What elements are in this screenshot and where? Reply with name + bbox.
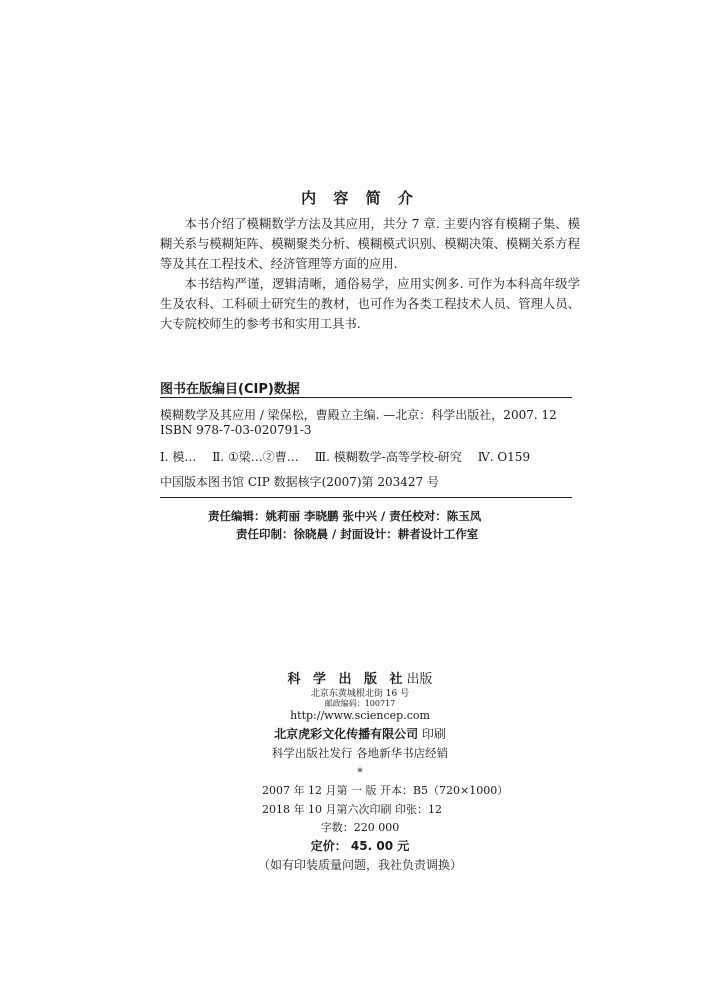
publisher-url: http://www.sciencep.com <box>290 709 430 722</box>
cip-class-item: Ⅰ. 模… <box>160 450 197 464</box>
publisher-postcode: 邮政编码：100717 <box>324 699 396 708</box>
separator-star: * <box>357 766 363 779</box>
cip-class-item: Ⅳ. O159 <box>477 450 531 464</box>
cip-record-number: 中国版本图书馆 CIP 数据核字(2007)第 203427 号 <box>160 475 439 489</box>
summary-paragraph: 本书结构严谨，逻辑清晰，通俗易学，应用实例多. 可作为本科高年级学生及农科、工科硕士研究生的教材，也可作为各类工程技术人员、管理人员、大专院校师生的参考书和实用工具书. <box>160 277 580 331</box>
printer-suffix: 印刷 <box>421 727 446 741</box>
publisher-suffix: 出版 <box>406 672 433 687</box>
printing-line: 2018 年 10 月第六次印刷 印张：12 <box>262 803 442 816</box>
cip-class-item: Ⅲ. 模糊数学-高等学校-研究 <box>314 450 462 464</box>
cip-classification <box>160 448 542 465</box>
word-count: 字数：220 000 <box>320 821 400 834</box>
cip-citation: 模糊数学及其应用 / 梁保松，曹殿立主编. —北京：科学出版社，2007. 12 <box>160 408 557 422</box>
cip-top-rule <box>160 397 572 398</box>
summary-title: 内 容 简 介 <box>301 189 419 207</box>
credits-editors: 责任编辑：姚莉丽 李晓鹏 张中兴 / 责任校对：陈玉凤 <box>208 509 482 523</box>
edition-line: 2007 年 12 月第 一 版 开本：B5（720×1000） <box>262 784 509 797</box>
printer-name: 北京虎彩文化传播有限公司 <box>274 727 419 741</box>
cip-bottom-rule <box>160 497 572 498</box>
credits-production: 责任印制：徐晓晨 / 封面设计：耕者设计工作室 <box>236 527 479 541</box>
cip-class-item: Ⅱ. ①梁…②曹… <box>212 450 299 464</box>
summary-body <box>160 214 580 334</box>
summary-paragraph: 本书介绍了模糊数学方法及其应用，共分 7 章. 主要内容有模糊子集、模糊关系与模糊矩阵、模糊聚类分析、模糊模式识别、模糊决策、模糊关系方程等及其在工程技术、经济管理等方面的应用. <box>160 217 580 271</box>
distribution-line: 科学出版社发行 各地新华书店经销 <box>271 746 449 760</box>
publisher-line <box>0 668 720 687</box>
printer-line <box>0 725 720 742</box>
cip-title: 图书在版编目(CIP)数据 <box>160 382 300 397</box>
price: 定价： 45. 00 元 <box>310 839 410 853</box>
publisher-name: 科 学 出 版 社 <box>287 672 407 687</box>
cip-isbn: ISBN 978-7-03-020791-3 <box>160 423 312 437</box>
publisher-address: 北京东黄城根北街 16 号 <box>310 689 410 699</box>
quality-note: （如有印装质量问题，我社负责调换） <box>257 858 462 872</box>
